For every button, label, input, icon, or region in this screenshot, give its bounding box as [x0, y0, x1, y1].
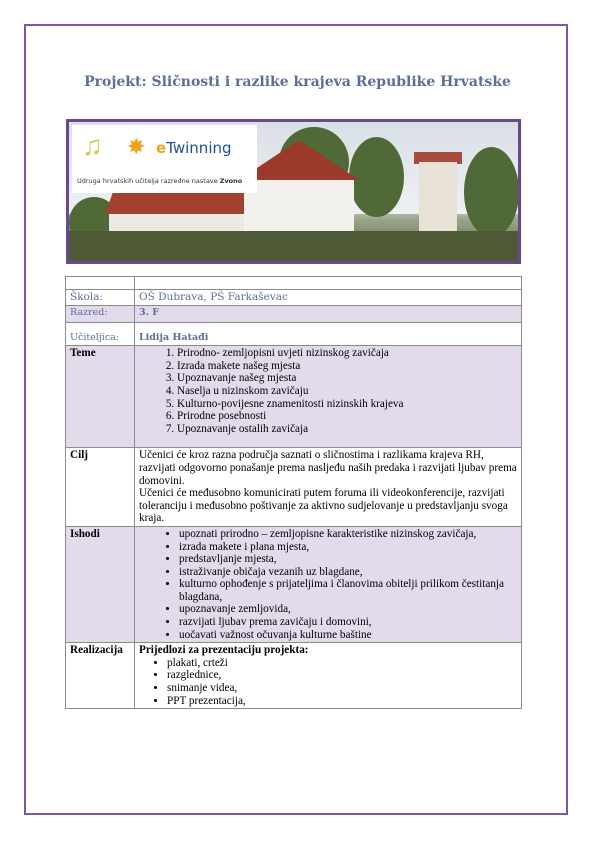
- list-item: • istraživanje običaja vezanih uz blagdane,: [179, 566, 517, 579]
- list-item: 1. Prirodno- zemljopisni uvjeti nizinskog zavičaja: [177, 347, 517, 360]
- cilj-label: Cilj: [66, 448, 135, 527]
- table-row: [66, 322, 522, 346]
- logo-subtitle: Udruga hrvatskih učitelja razredne nastave Zvono: [77, 177, 243, 185]
- realizacija-cell: [135, 643, 522, 709]
- list-item: • plakati, crteži: [167, 657, 517, 670]
- table-row: [66, 305, 522, 322]
- table-row: [66, 448, 522, 527]
- table-row: [66, 346, 522, 448]
- banner-house-roof: [239, 140, 359, 180]
- list-item: 3. Upoznavanje našeg mjesta: [177, 372, 517, 385]
- list-item: 7. Upoznavanje ostalih zavičaja: [177, 423, 517, 436]
- page-title: Projekt: Sličnosti i razlike krajeva Republike Hrvatske: [84, 74, 511, 90]
- list-item: • PPT prezentacija,: [167, 695, 517, 708]
- cilj-paragraph: Učenici će kroz razna područja saznati o sličnostima i razlikama krajeva RH, razvijati odgovorno ponašanje prema nasljeđu naših predaka i razvijati ljubav prema domovini.: [139, 449, 517, 487]
- table-cell: [66, 277, 135, 290]
- skola-label: Škola:: [66, 290, 135, 306]
- cilj-cell: [135, 448, 522, 527]
- banner-ground: [69, 231, 518, 261]
- bell-logo-icon: ♫: [82, 131, 103, 162]
- list-item: • snimanje videa,: [167, 682, 517, 695]
- list-item: • razglednice,: [167, 669, 517, 682]
- teme-cell: [135, 346, 522, 448]
- ishodi-list: [139, 528, 517, 641]
- list-item: • izrada makete i plana mjesta,: [179, 541, 517, 554]
- ishodi-label: Ishodi: [66, 526, 135, 642]
- table-row: [66, 277, 522, 290]
- realizacija-heading: Prijedlozi za prezentaciju projekta:: [139, 644, 309, 657]
- list-item: 4. Naselja u nizinskom zavičaju: [177, 385, 517, 398]
- etwinning-logo-text: eTwinning: [156, 139, 232, 157]
- list-item: 6. Prirodne posebnosti: [177, 410, 517, 423]
- table-row: [66, 643, 522, 709]
- banner-building-roof: [105, 192, 263, 214]
- teme-list: [139, 347, 517, 435]
- table-row: [66, 290, 522, 306]
- realizacija-list: [139, 657, 517, 707]
- uciteljica-label: Učiteljica:: [66, 322, 135, 346]
- project-table: [65, 276, 522, 709]
- table-cell: [135, 277, 522, 290]
- razred-value: 3. F: [135, 305, 522, 322]
- header-banner: [66, 119, 521, 264]
- etwinning-star-icon: ✸: [127, 134, 146, 159]
- logo-panel: [72, 125, 257, 193]
- list-item: • upoznavanje zemljovida,: [179, 603, 517, 616]
- realizacija-label: Realizacija: [66, 643, 135, 709]
- banner-tree: [464, 147, 519, 237]
- list-item: 2. Izrada makete našeg mjesta: [177, 360, 517, 373]
- list-item: • upoznati prirodno – zemljopisne karakteristike nizinskog zavičaja,: [179, 528, 517, 541]
- ishodi-cell: [135, 526, 522, 642]
- list-item: 5. Kulturno-povijesne znamenitosti nizinskih krajeva: [177, 398, 517, 411]
- teme-label: Teme: [66, 346, 135, 448]
- list-item: • razvijati ljubav prema zavičaju i domovini,: [179, 616, 517, 629]
- list-item: • kulturno ophođenje s prijateljima i članovima obitelji prilikom čestitanja blagdana,: [179, 578, 517, 603]
- table-row: [66, 526, 522, 642]
- skola-value: OŠ Dubrava, PŠ Farkaševac: [135, 290, 522, 306]
- razred-label: Razred:: [66, 305, 135, 322]
- list-item: • uočavati važnost očuvanja kulturne baštine: [179, 629, 517, 642]
- list-item: • predstavljanje mjesta,: [179, 553, 517, 566]
- uciteljica-value: Lidija Hatađi: [135, 322, 522, 346]
- cilj-paragraph: Učenici će međusobno komunicirati putem foruma ili videokonferencije, razvijati toleranciju i međusobno poštivanje za aktivno sudjelovanje u predstavljanju svoga kraja.: [139, 487, 508, 525]
